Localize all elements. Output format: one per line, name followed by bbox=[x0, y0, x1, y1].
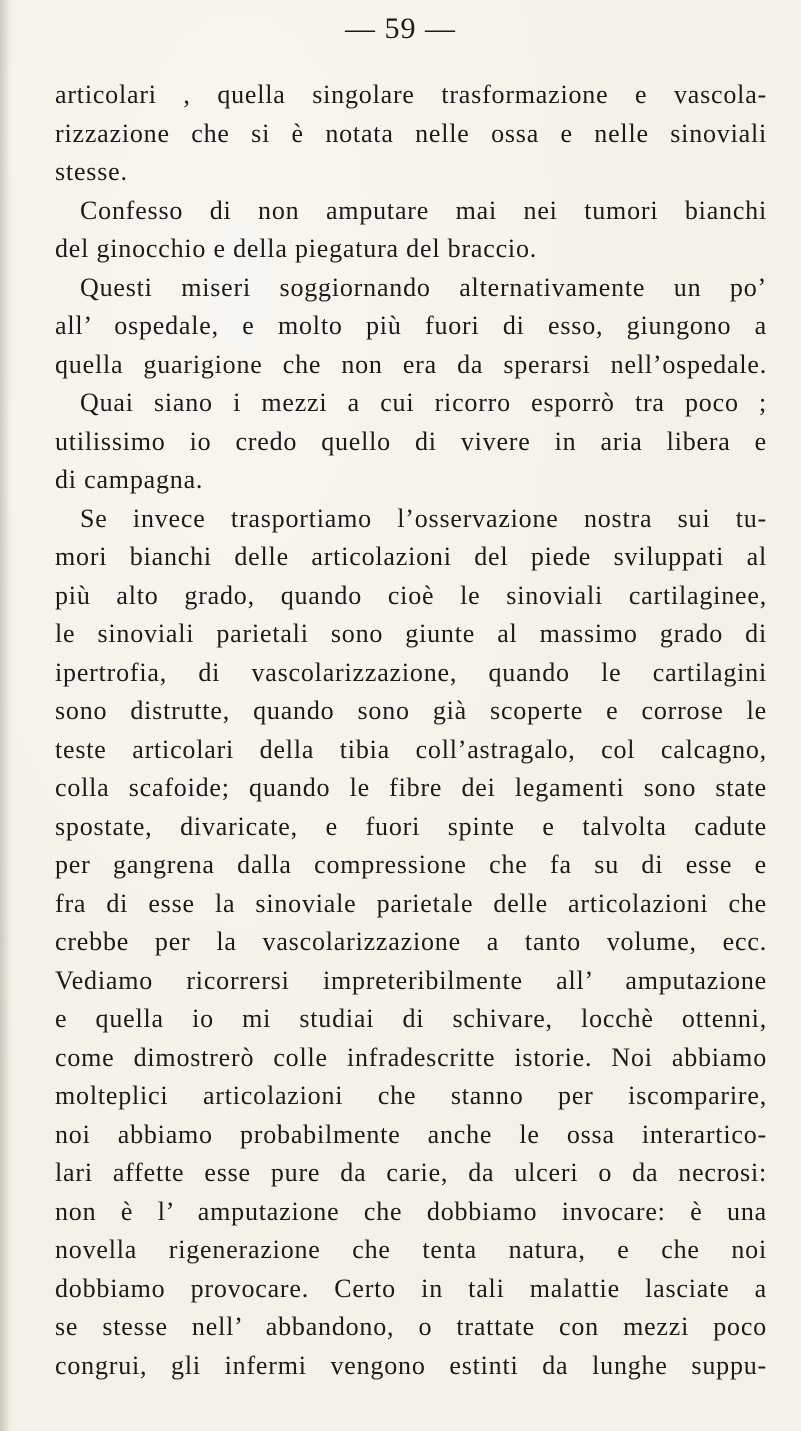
text-line: se stesse nell’ abbandono, o trattate con mezzi poco bbox=[55, 1312, 767, 1341]
body-text bbox=[55, 76, 767, 1385]
text-line: colla scafoide; quando le fibre dei legamenti sono state bbox=[55, 773, 767, 802]
text-line: mori bianchi delle articolazioni del piede sviluppati al bbox=[55, 542, 767, 571]
text-line: come dimostrerò colle infradescritte istorie. Noi abbiamo bbox=[55, 1042, 767, 1072]
text-line: e quella io mi studiai di schivare, locchè ottenni, bbox=[55, 1004, 767, 1033]
text-line: Vediamo ricorrersi impreteribilmente all’ amputazione bbox=[55, 965, 767, 995]
text-line: Se invece trasportiamo l’osservazione nostra sui tu- bbox=[80, 503, 767, 533]
text-line: spostate, divaricate, e fuori spinte e talvolta cadute bbox=[55, 811, 767, 841]
text-line: lari affette esse pure da carie, da ulceri o da necrosi: bbox=[55, 1158, 767, 1187]
text-line: all’ ospedale, e molto più fuori di esso, giungono a bbox=[55, 311, 767, 340]
page-number: — 59 — bbox=[345, 12, 456, 45]
text-line: congrui, gli infermi vengono estinti da lunghe suppu- bbox=[55, 1350, 767, 1380]
text-line: Quai siano i mezzi a cui ricorro esporrò tra poco ; bbox=[80, 388, 767, 417]
text-line: quella guarigione che non era da sperarsi nell’ospedale. bbox=[55, 349, 767, 379]
text-line: noi abbiamo probabilmente anche le ossa interartico- bbox=[55, 1119, 767, 1149]
text-line: di campagna. bbox=[55, 465, 204, 494]
text-line: rizzazione che si è notata nelle ossa e nelle sinoviali bbox=[55, 118, 767, 148]
text-line: crebbe per la vascolarizzazione a tanto volume, ecc. bbox=[55, 927, 767, 956]
text-line: teste articolari della tibia coll’astragalo, col calcagno, bbox=[55, 734, 767, 764]
text-line: sono distrutte, quando sono già scoperte e corrose le bbox=[55, 696, 767, 725]
text-line: del ginocchio e della piegatura del braccio. bbox=[55, 234, 538, 263]
text-line: fra di esse la sinoviale parietale delle articolazioni che bbox=[55, 888, 767, 918]
text-line: dobbiamo provocare. Certo in tali malattie lasciate a bbox=[55, 1273, 767, 1303]
page-edge-shadow bbox=[0, 0, 10, 1431]
text-line: utilissimo io credo quello di vivere in aria libera e bbox=[55, 426, 767, 456]
text-line: molteplici articolazioni che stanno per iscomparire, bbox=[55, 1081, 767, 1110]
text-line: Questi miseri soggiornando alternativamente un po’ bbox=[80, 272, 767, 302]
text-line: Confesso di non amputare mai nei tumori bianchi bbox=[80, 195, 767, 225]
text-line: non è l’ amputazione che dobbiamo invocare: è una bbox=[55, 1196, 767, 1226]
text-line: stesse. bbox=[55, 157, 128, 186]
text-line: più alto grado, quando cioè le sinoviali cartilaginee, bbox=[55, 580, 767, 610]
text-line: novella rigenerazione che tenta natura, e che noi bbox=[55, 1235, 767, 1264]
text-line: per gangrena dalla compressione che fa su di esse e bbox=[55, 850, 767, 879]
text-line: le sinoviali parietali sono giunte al massimo grado di bbox=[55, 619, 767, 648]
text-line: articolari , quella singolare trasformazione e vascola- bbox=[55, 80, 767, 109]
text-line: ipertrofia, di vascolarizzazione, quando le cartilagini bbox=[55, 657, 767, 687]
